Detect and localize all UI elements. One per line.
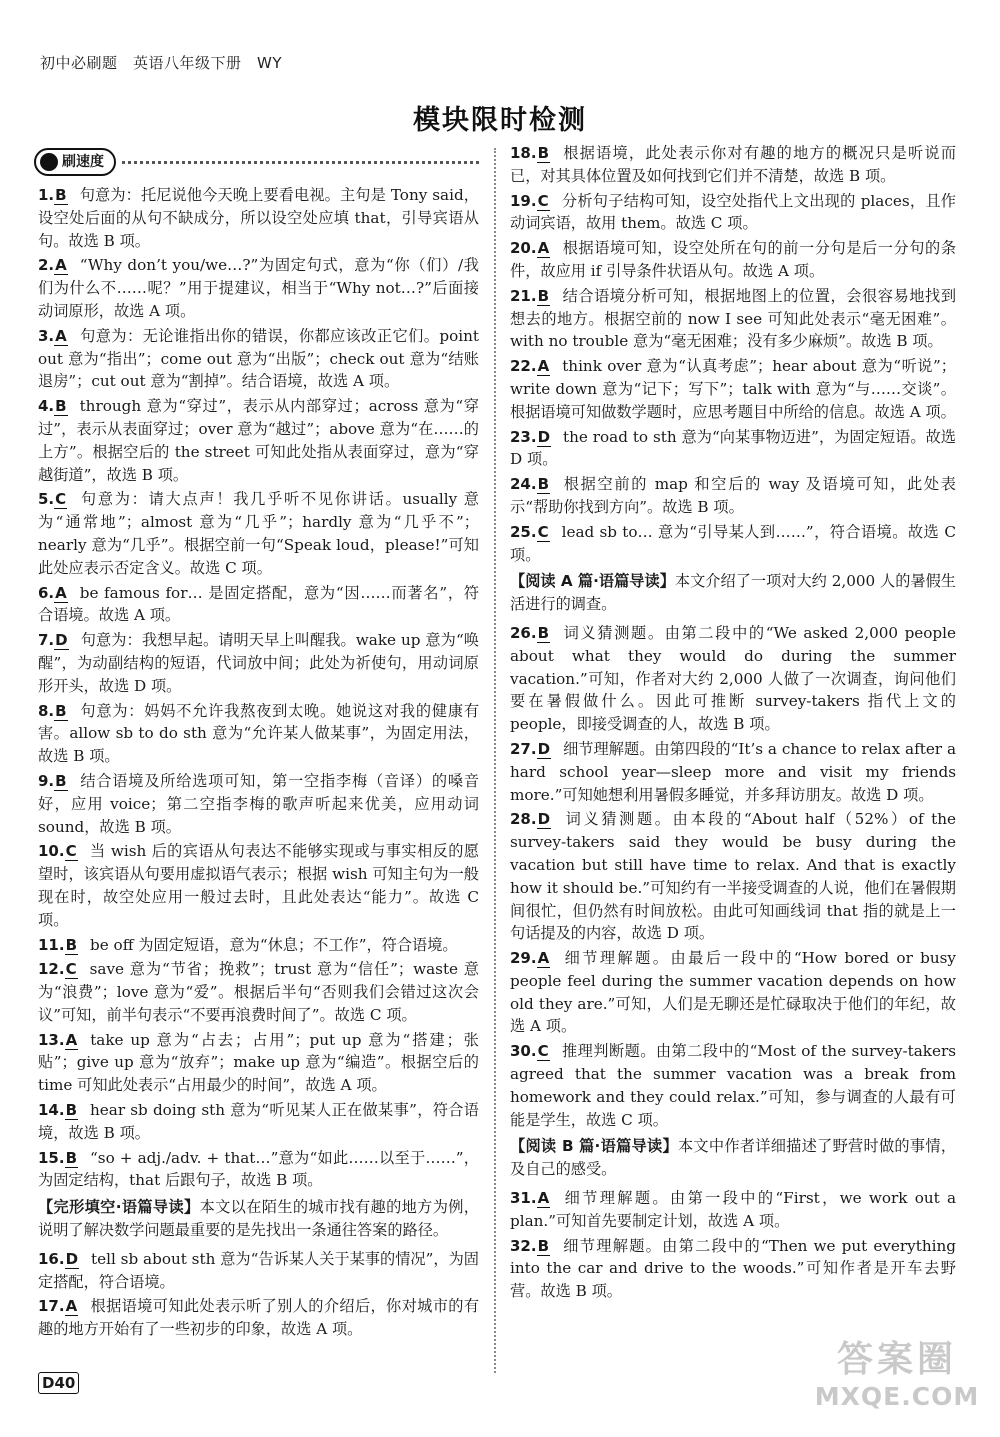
answer-item (510, 1187, 956, 1233)
answer-explanation: 当 wish 后的宾语从句表达不能够实现或与事实相反的愿望时，该宾语从句要用虚拟语气表示；根据 wish 可知主句为一般现在时，故空处应用一般过去时，且此处表达“能力”。故选 C 项。 (38, 842, 479, 929)
answer-explanation: be famous for… 是固定搭配，意为“因……而著名”，符合语境。故选 A 项。 (38, 583, 479, 625)
question-number: 28. (510, 810, 537, 829)
question-number: 4. (38, 397, 55, 416)
cloze-guide-text: 本文以在陌生的城市找有趣的地方为例，说明了解决数学问题最重要的是先找出一条通往答案的路径。 (38, 1198, 479, 1240)
answer-explanation: 根据语境可知此处表示听了别人的介绍后，你对城市的有趣的地方开始有了一些初步的印象，故选 A 项。 (38, 1297, 479, 1339)
answer-letter: A (537, 239, 550, 258)
answer-item (510, 142, 956, 188)
question-number: 8. (38, 701, 55, 720)
answer-item (510, 285, 956, 353)
reading-a-guide-text: 本文介绍了一项对大约 2,000 人的暑假生活进行的调查。 (510, 572, 956, 614)
answer-letter: D (537, 427, 551, 446)
question-number: 11. (38, 935, 65, 954)
section-badge-label: 刷速度 (62, 153, 104, 170)
answer-letter: B (55, 771, 67, 790)
answer-explanation: be off 为固定短语，意为“休息；不工作”，符合语境。 (90, 935, 458, 954)
answer-item (38, 700, 479, 768)
question-number: 27. (510, 739, 537, 758)
question-number: 22. (510, 357, 537, 376)
answer-item (510, 473, 956, 519)
book-header: 初中必刷题 英语八年级下册 WY (40, 54, 282, 72)
answer-explanation: 句意为：托尼说他今天晚上要看电视。主句是 Tony said，设空处后面的从句不缺成分，所以设空处应填 that，引导宾语从句。故选 B 项。 (38, 186, 479, 250)
answer-item (510, 521, 956, 567)
answer-letter: B (537, 286, 550, 305)
answer-letter: B (65, 1101, 78, 1120)
answer-letter: B (55, 186, 67, 204)
answer-item (38, 629, 479, 697)
right-column (510, 142, 956, 1305)
answer-explanation: 句意为：妈妈不允许我熬夜到太晚。她说这对我的健康有害。allow sb to do sth 意为“允许某人做某事”，为固定用法，故选 B 项。 (38, 701, 479, 766)
answer-item (510, 738, 956, 806)
cloze-guide (38, 1196, 479, 1242)
answer-explanation: save 意为“节省；挽救”；trust 意为“信任”；waste 意为“浪费”；love 意为“爱”。根据后半句“否则我们会错过这次会议”可知，前半句表示“不要再浪费时间了”。故选 C 项。 (38, 960, 479, 1024)
reading-a-guide (510, 570, 956, 616)
answer-list-26-30 (510, 622, 956, 1132)
question-number: 32. (510, 1236, 537, 1255)
answer-letter: A (55, 256, 67, 275)
answer-explanation: lead sb to… 意为“引导某人到……”，符合语境。故选 C 项。 (510, 522, 956, 564)
answer-explanation: 细节理解题。由第一段中的“First，we work out a plan.”可知首先要制定计划，故选 A 项。 (510, 1189, 956, 1230)
question-number: 31. (510, 1189, 537, 1208)
answer-item (510, 947, 956, 1038)
question-number: 24. (510, 475, 537, 494)
question-number: 29. (510, 949, 537, 968)
answer-letter: B (55, 397, 67, 416)
answer-explanation: through 意为“穿过”，表示从内部穿过；across 意为“穿过”，表示从表面穿过；over 意为“越过”；above 意为“在……的上方”。根据空后的 the street 可知此处指从表面穿过，意为“穿越街道”，故选 B 项。 (38, 397, 479, 484)
reading-b-guide-text: 本文中作者详细描述了野营时做的事情，及自己的感受。 (510, 1137, 957, 1179)
answer-letter: B (55, 701, 67, 720)
answer-explanation: tell sb about sth 意为“告诉某人关于某事的情况”，为固定搭配，符合语境。 (38, 1249, 479, 1291)
answer-letter: C (537, 191, 549, 210)
question-number: 13. (38, 1030, 65, 1049)
question-number: 23. (510, 427, 537, 446)
answer-item (510, 808, 956, 945)
answer-letter: A (65, 1297, 78, 1316)
reading-b-guide (510, 1135, 956, 1181)
answer-explanation: 细节理解题。由最后一段中的“How bored or busy people feel during the summer vacation depends on how old they are.”可知，人们是无聊还是忙碌取决于他们的年纪，故选 A 项。 (510, 949, 956, 1036)
answer-explanation: 分析句子结构可知，设空处指代上文出现的 places，且作动词宾语，故用 them。故选 C 项。 (510, 191, 956, 233)
question-number: 30. (510, 1042, 537, 1061)
left-column (38, 142, 479, 1343)
answer-item (510, 355, 956, 423)
answer-explanation: take up 意为“占去；占用”；put up 意为“搭建；张贴”；give up 意为“放弃”；make up 意为“编造”。根据空后的 time 可知此处表示“占用最少的时间”，故选 A 项。 (38, 1030, 479, 1095)
answer-explanation: 句意为：我想早起。请明天早上叫醒我。wake up 意为“唤醒”，为动副结构的短语，代词放中间；此处为祈使句，用动词原形开头，故选 D 项。 (38, 631, 479, 695)
answer-explanation: the road to sth 意为“向某事物迈进”，为固定短语。故选 D 项。 (510, 427, 956, 469)
answer-explanation: 根据语境可知，设空处所在句的前一分句是后一分句的条件，故应用 if 引导条件状语从句。故选 A 项。 (510, 239, 956, 280)
answer-item (510, 1040, 956, 1131)
answer-letter: A (537, 1189, 550, 1208)
answer-letter: C (55, 490, 67, 509)
answer-item (38, 488, 479, 579)
answer-explanation: 结合语境及所给选项可知，第一空指李梅（音译）的嗓音好，应用 voice；第二空指李梅的歌声听起来优美，应用动词 sound，故选 B 项。 (38, 771, 479, 836)
question-number: 15. (38, 1148, 65, 1167)
answer-letter: C (537, 522, 549, 541)
answer-explanation: 句意为：请大点声！我几乎听不见你讲话。usually 意为“通常地”；almost 意为“几乎”；hardly 意为“几乎不”；nearly 意为“几乎”。根据空前一句“Speak loud，please!”可知此处应表示否定含义。故选 C 项。 (38, 490, 479, 577)
answer-item (510, 1235, 956, 1303)
answer-explanation: 细节理解题。由第四段的“It’s a chance to relax after a hard school year—sleep more and visit my friends more.”可知她想利用暑假多睡觉，并多拜访朋友。故选 D 项。 (510, 739, 956, 804)
answer-letter: A (55, 583, 67, 602)
answer-item (38, 770, 479, 838)
answer-item (38, 1248, 479, 1294)
answer-letter: B (537, 623, 550, 642)
answer-explanation: 根据语境，此处表示你对有趣的地方的概况只是听说而已，对其具体位置及如何找到它们并不清楚，故选 B 项。 (510, 144, 956, 185)
answer-letter: B (537, 144, 550, 162)
answer-item (38, 582, 479, 628)
question-number: 26. (510, 623, 537, 642)
answer-item (38, 934, 479, 957)
answer-letter: C (65, 960, 77, 979)
answer-list-18-25 (510, 142, 956, 566)
answer-letter: B (537, 475, 550, 494)
answer-explanation: 句意为：无论谁指出你的错误，你都应该改正它们。point out 意为“指出”；come out 意为“出版”；check out 意为“结账退房”；cut out 意为“割掉”。结合语境，故选 A 项。 (38, 326, 479, 391)
answer-explanation: 词义猜测题。由本段的“About half（52%）of the survey-takers said they would be busy during the vacation but still have time to relax. And that is exactly how it should be.”可知约有一半接受调查的人说，他们在暑假期间很忙，但仍然有时间放松。由此可知画线词 that 指的就是上一句话提及的内容，故选 D 项。 (510, 810, 956, 943)
answer-item (510, 622, 956, 736)
question-number: 18. (510, 144, 537, 162)
question-number: 14. (38, 1101, 65, 1120)
page-number: D40 (38, 1372, 79, 1394)
reading-b-guide-label: 【阅读 B 篇·语篇导读】 (510, 1137, 678, 1156)
watermark-name: 答案圈 (836, 1339, 957, 1380)
question-number: 1. (38, 186, 55, 204)
answer-item (38, 395, 479, 486)
answer-list-16-17 (38, 1248, 479, 1341)
question-number: 2. (38, 256, 55, 275)
question-number: 3. (38, 326, 55, 345)
answer-letter: D (537, 739, 551, 758)
answer-explanation: hear sb doing sth 意为“听见某人正在做某事”，符合语境，故选 B 项。 (38, 1101, 479, 1142)
answer-item (38, 325, 479, 393)
cloze-guide-label: 【完形填空·语篇导读】 (38, 1198, 200, 1217)
answer-letter: B (537, 1236, 550, 1255)
answer-letter: A (537, 949, 550, 968)
question-number: 5. (38, 490, 55, 509)
question-number: 21. (510, 286, 537, 305)
answer-item (38, 958, 479, 1026)
answer-explanation: 细节理解题。由第二段中的“Then we put everything into the car and drive to the woods.”可知作者是开车去野营。故选 B 项。 (510, 1236, 956, 1301)
question-number: 16. (38, 1249, 65, 1268)
answer-letter: D (55, 631, 68, 650)
answer-letter: C (537, 1042, 549, 1061)
answer-item (38, 1295, 479, 1341)
question-number: 12. (38, 960, 65, 979)
watermark-url: MXQE.COM (814, 1382, 980, 1411)
answer-letter: D (537, 810, 551, 829)
answer-letter: A (55, 326, 67, 345)
section-badge-row (34, 148, 479, 176)
answer-item (38, 1147, 479, 1193)
section-badge (34, 148, 116, 176)
page-title: 模块限时检测 (413, 105, 587, 136)
answer-explanation: 根据空前的 map 和空后的 way 及语境可知，此处表示“帮助你找到方向”。故选 B 项。 (510, 475, 956, 516)
question-number: 7. (38, 631, 55, 650)
answer-item (38, 1099, 479, 1145)
answer-explanation: 词义猜测题。由第二段中的“We asked 2,000 people about what they would do during the summer vacation.”可知，作者对大约 2,000 人做了一次调查，询问他们要在暑假做什么。因此可推断 survey-takers 指代上文的 people，即接受调查的人，故选 B 项。 (510, 623, 956, 734)
answer-item (38, 184, 479, 252)
answer-explanation: think over 意为“认真考虑”；hear about 意为“听说”；write down 意为“记下；写下”；talk with 意为“与……交谈”。根据语境可知做数学题时，应思考题目中所给的信息。故选 A 项。 (510, 357, 956, 421)
answer-letter: C (65, 842, 77, 861)
answer-item (510, 426, 956, 472)
answer-explanation: 结合语境分析可知，根据地图上的位置，会很容易地找到想去的地方。根据空前的 now I see 可知此处表示“毫无困难”。with no trouble 意为“毫无困难；没有多少麻烦”。故选 B 项。 (510, 286, 956, 351)
answer-list-31-32 (510, 1187, 956, 1303)
answer-letter: B (65, 1148, 78, 1167)
answer-letter: A (65, 1030, 78, 1049)
question-number: 19. (510, 191, 537, 210)
answer-letter: B (65, 935, 78, 954)
question-number: 10. (38, 842, 65, 861)
reading-a-guide-label: 【阅读 A 篇·语篇导读】 (510, 572, 675, 591)
column-divider (494, 148, 496, 1373)
answer-letter: D (65, 1249, 79, 1268)
answer-item (38, 254, 479, 322)
answer-list-1-15 (38, 184, 479, 1192)
answer-item (38, 1029, 479, 1097)
question-number: 17. (38, 1297, 65, 1316)
answer-item (38, 840, 479, 931)
badge-circle-icon (40, 153, 58, 171)
question-number: 9. (38, 771, 55, 790)
dotted-rule (122, 161, 479, 164)
question-number: 6. (38, 583, 55, 602)
answer-explanation: “Why don’t you/we…?”为固定句式，意为“你（们）/我们为什么不……呢？”用于提建议，相当于“Why not…?”后面接动词原形，故选 A 项。 (38, 256, 479, 320)
answer-letter: A (537, 357, 550, 376)
answer-explanation: 推理判断题。由第二段中的“Most of the survey-takers agreed that the summer vacation was a break from homework and they could relax.”可知，参与调查的人最有可能是学生，故选 C 项。 (510, 1042, 956, 1129)
answer-explanation: “so + adj./adv. + that…”意为“如此……以至于……”，为固定结构，that 后跟句子，故选 B 项。 (38, 1148, 479, 1190)
watermark-logo (808, 1338, 986, 1426)
answer-item (510, 190, 956, 236)
question-number: 25. (510, 522, 537, 541)
question-number: 20. (510, 239, 537, 258)
answer-item (510, 237, 956, 283)
